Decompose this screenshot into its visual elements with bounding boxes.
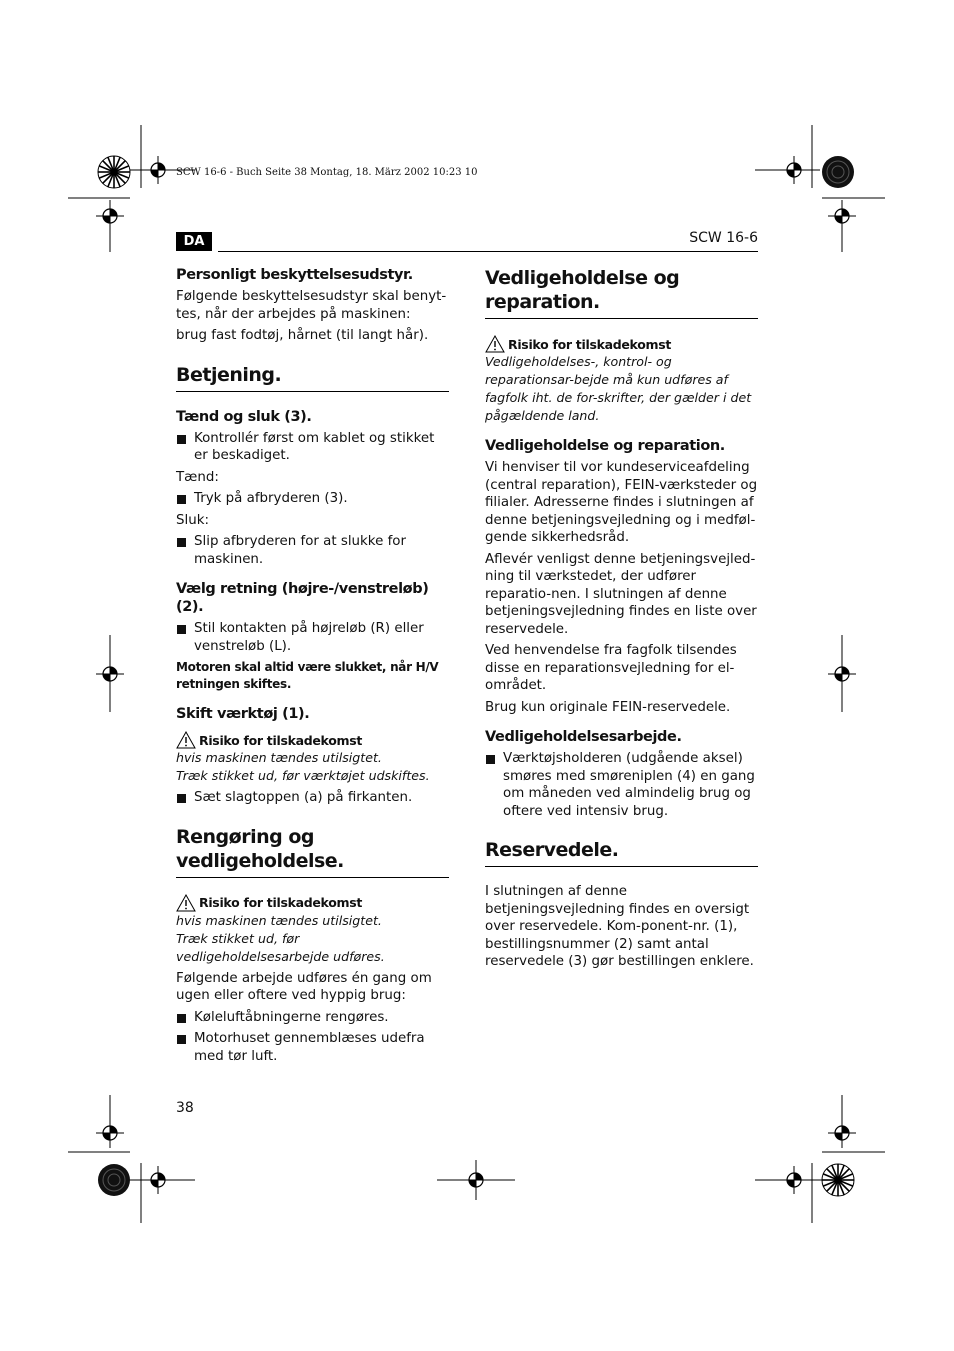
repair-paragraph: Ved henvendelse fra fagfolk tilsendes disse en reparationsvejledning for el-området. [485, 643, 737, 693]
left-column [176, 266, 449, 1069]
warning-triangle-icon [176, 894, 196, 912]
tool-warning-title [176, 731, 449, 749]
spare-parts-heading: Reservedele. [485, 838, 758, 867]
tool-warning-line2: Træk stikket ud, før værktøjet udskiftes. [176, 768, 430, 783]
on-label: Tænd: [176, 469, 219, 485]
on-list [176, 490, 449, 508]
direction-heading: Vælg retning (højre-/venstreløb) (2). [176, 581, 429, 615]
list-item: Tryk på afbryderen (3). [176, 490, 449, 508]
tool-warning-line1: hvis maskinen tændes utilsigtet. [176, 750, 382, 765]
list-item: Sæt slagtoppen (a) på firkanten. [176, 789, 449, 807]
list-item: Motorhuset gennemblæses udefra med tør luft. [176, 1030, 449, 1065]
page-number: 38 [176, 1100, 194, 1116]
list-item: Køleluftåbningerne rengøres. [176, 1009, 449, 1027]
maintenance-work-list [485, 750, 758, 820]
list-item: Slip afbryderen for at slukke for maskinen. [176, 533, 449, 568]
cleaning-heading: Rengøring og vedligeholdelse. [176, 825, 449, 878]
off-label: Sluk: [176, 512, 209, 528]
warning-title-text: Risiko for tilskadekomst [508, 336, 672, 352]
list-item: Værktøjsholderen (udgående aksel) smøres med smøreniplen (4) en gang om måneden ved almindelig brug og oftere ved intensiv brug. [485, 750, 758, 820]
tool-list [176, 789, 449, 807]
cleaning-warning-line2: Træk stikket ud, før vedligeholdelsesarbejde udføres. [176, 930, 385, 964]
repair-paragraph: Aflevér venligst denne betjeningsvejled-ning til værkstedet, der udfører reparatio-nen. I slutningen af denne betjeningsvejledning findes en liste over reservedele. [485, 551, 757, 637]
warning-title-text: Risiko for tilskadekomst [199, 732, 363, 748]
header-rule [218, 251, 758, 252]
cleaning-list [176, 1009, 449, 1066]
maintenance-warning-text: Vedligeholdelses-, kontrol- og reparationsar-bejde må kun udføres af fagfolk iht. de for-skrifter, der gælder i det pågældende land. [485, 354, 752, 423]
warning-triangle-icon [485, 335, 505, 353]
cleaning-text: Følgende arbejde udføres én gang om ugen eller oftere ved hyppig brug: [176, 970, 432, 1003]
check-list [176, 430, 449, 465]
maintenance-warning-title [485, 335, 758, 353]
repair-subheading: Vedligeholdelse og reparation. [485, 438, 725, 454]
model-name: SCW 16-6 [689, 230, 758, 246]
warning-triangle-icon [176, 731, 196, 749]
protective-items: brug fast fodtøj, hårnet (til langt hår). [176, 328, 429, 343]
maintenance-heading: Vedligeholdelse og reparation. [485, 266, 758, 319]
spare-parts-text: I slutningen af denne betjeningsvejledning findes en oversigt over reservedele. Kom-ponent-nr. (1), bestillingsnummer (2) samt antal reservedele (3) gør bestillingen enklere. [485, 884, 754, 969]
repair-paragraph: Vi henviser til vor kundeserviceafdeling (central reparation), FEIN-værksteder og filialer. Adresserne findes i slutningen af denne betjeningsvejledning og i medføl-gende sikkerhedsråd. [485, 460, 758, 545]
print-info-line: SCW 16-6 - Buch Seite 38 Montag, 18. März 2002 10:23 10 [176, 167, 478, 178]
right-column [485, 266, 758, 975]
protective-text: Følgende beskyttelsesudstyr skal benyt-tes, når der arbejdes på maskinen: [176, 289, 447, 322]
maintenance-work-heading: Vedligeholdelsesarbejde. [485, 729, 682, 745]
warning-title-text: Risiko for tilskadekomst [199, 895, 363, 910]
direction-list [176, 620, 449, 655]
list-item: Kontrollér først om kablet og stikket er beskadiget. [176, 430, 449, 465]
direction-note: Motoren skal altid være slukket, når H/V retningen skiftes. [176, 660, 439, 691]
list-item: Stil kontakten på højreløb (R) eller venstreløb (L). [176, 620, 449, 655]
tool-heading: Skift værktøj (1). [176, 706, 310, 722]
on-off-heading: Tænd og sluk (3). [176, 408, 312, 425]
cleaning-warning-title [176, 894, 449, 912]
repair-paragraph: Brug kun originale FEIN-reservedele. [485, 699, 731, 715]
operation-heading: Betjening. [176, 363, 449, 392]
language-badge: DA [176, 232, 212, 251]
off-list [176, 533, 449, 568]
cleaning-warning-line1: hvis maskinen tændes utilsigtet. [176, 912, 382, 928]
protective-heading: Personligt beskyttelsesudstyr. [176, 267, 413, 283]
